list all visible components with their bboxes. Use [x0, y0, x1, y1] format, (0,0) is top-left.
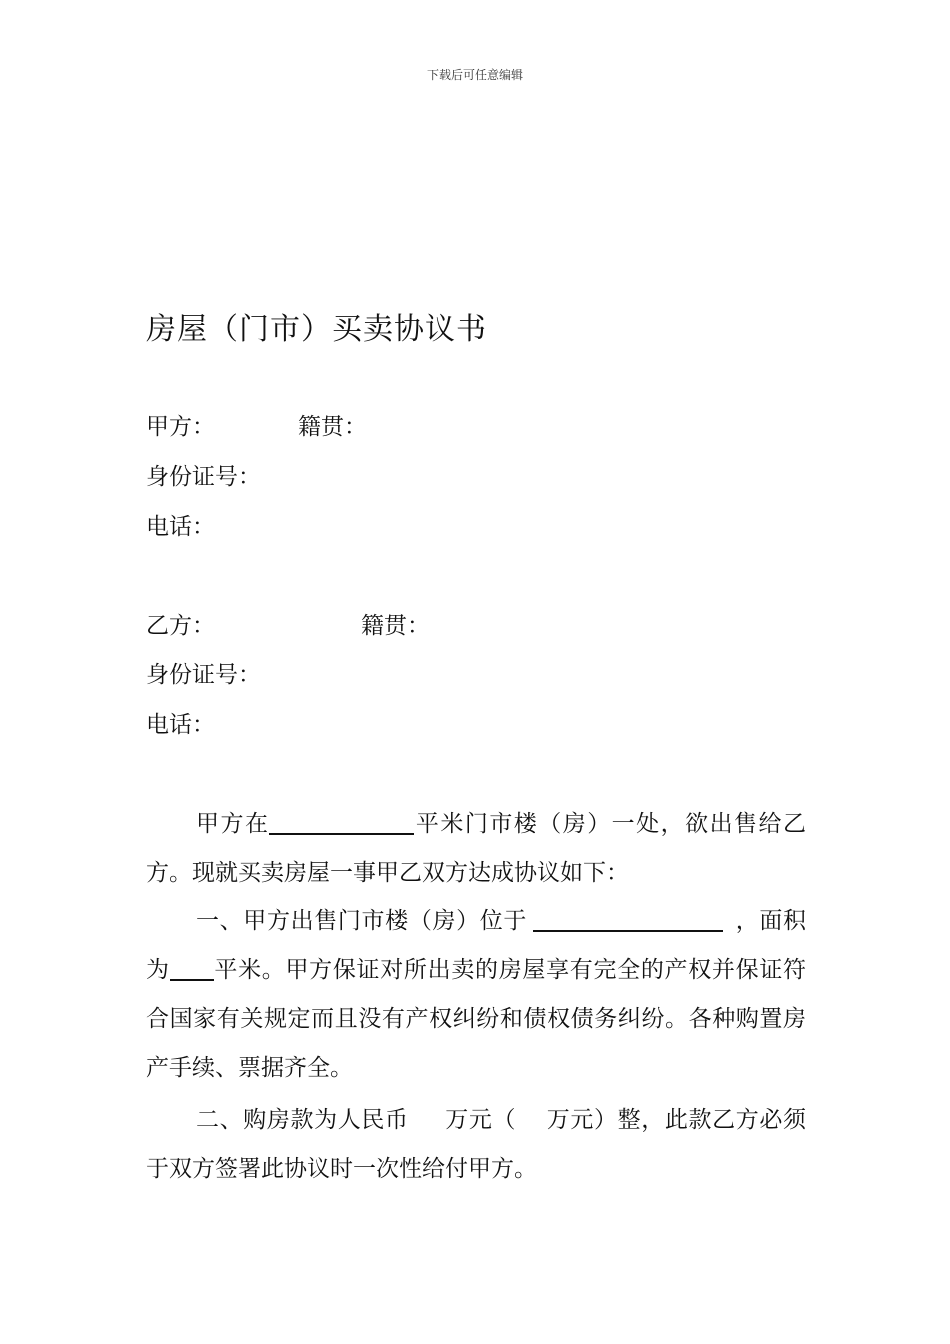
- area-blank-line: [269, 807, 414, 835]
- paragraph-intro: [146, 800, 806, 898]
- size-blank-line: [170, 953, 214, 981]
- intro-text-start: 甲方在: [196, 811, 270, 837]
- party-a-line: [146, 408, 367, 441]
- party-a-phone-label: 电话：: [146, 514, 215, 540]
- clause-2-text-mid: 万元（: [444, 1107, 517, 1133]
- party-b-native-label: 籍贯：: [361, 613, 430, 639]
- intro-text-end: 平米门市楼（房）一处，欲出售给乙方。现就买卖房屋一事甲乙双方达成协议如下：: [146, 811, 807, 886]
- paragraph-clause-1: [146, 897, 806, 1093]
- party-b-line: [146, 607, 430, 640]
- location-blank-line: [533, 904, 723, 932]
- party-a-native-label: 籍贯：: [298, 414, 367, 440]
- clause-1-text-start: 一、甲方出售门市楼（房）位于: [196, 908, 528, 934]
- party-b-phone-label: 电话：: [146, 712, 215, 738]
- party-a-id-label: 身份证号：: [146, 464, 261, 490]
- party-b-id-label: 身份证号：: [146, 662, 261, 688]
- clause-1-text-mid: ，面积为: [146, 908, 807, 983]
- clause-1-text-end: 平米。甲方保证对所出卖的房屋享有完全的产权并保证符合国家有关规定而且没有产权纠纷和债权债务纠纷。各种购置房产手续、票据齐全。: [146, 957, 807, 1081]
- party-b-label: 乙方：: [146, 613, 215, 639]
- paragraph-clause-2: [146, 1096, 806, 1194]
- header-note: 下载后可任意编辑: [426, 68, 523, 82]
- document-title: 房屋（门市）买卖协议书: [146, 312, 487, 347]
- clause-2-text-start: 二、购房款为人民币: [196, 1107, 409, 1133]
- party-a-label: 甲方：: [146, 414, 215, 440]
- clause-2-text-end: 万元）整，此款乙方必须于双方签署此协议时一次性给付甲方。: [146, 1107, 806, 1182]
